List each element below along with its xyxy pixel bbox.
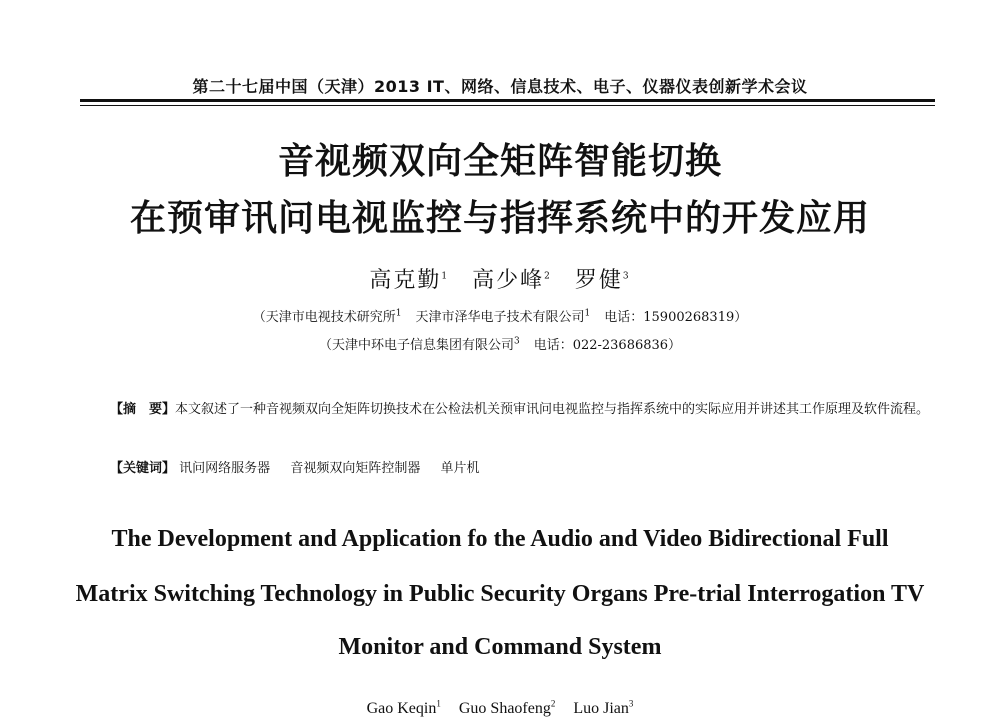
author-name: 高克勤 bbox=[369, 268, 442, 293]
keywords-label: 【关键词】 bbox=[110, 461, 176, 476]
keyword-item: 单片机 bbox=[440, 461, 480, 476]
english-author-name: Gao Keqin bbox=[366, 700, 437, 717]
paper-title-line2: 在预审讯问电视监控与指挥系统中的开发应用 bbox=[129, 198, 870, 239]
english-author-sup: 3 bbox=[628, 698, 634, 709]
keywords bbox=[110, 457, 495, 476]
header-rule-thin bbox=[80, 105, 935, 106]
conference-header: 第二十七届中国（天津）2013 IT、网络、信息技术、电子、仪器仪表创新学术会议 bbox=[192, 77, 808, 96]
affiliation-line-2 bbox=[0, 334, 1000, 353]
english-author-sup: 1 bbox=[436, 698, 441, 709]
author-sup: 1 bbox=[441, 271, 450, 282]
affiliation-phone: 电话：022-23686836） bbox=[533, 338, 682, 353]
english-title-line1: The Development and Application fo the Audio and Video Bidirectional Full bbox=[111, 526, 889, 552]
author-sup: 3 bbox=[622, 271, 631, 282]
affiliation-sup: 3 bbox=[513, 336, 520, 347]
english-title-line3: Monitor and Command System bbox=[338, 634, 662, 660]
abstract bbox=[80, 397, 950, 423]
affiliation-org: 天津市泽华电子技术有限公司 bbox=[415, 310, 585, 325]
affiliation-open-paren: （ bbox=[252, 310, 266, 325]
author-name: 高少峰 bbox=[472, 268, 545, 293]
header-rule-thick bbox=[80, 99, 935, 102]
english-title-line2: Matrix Switching Technology in Public Security Organs Pre-trial Interrogation TV bbox=[75, 581, 925, 607]
affiliation-sup: 1 bbox=[395, 308, 402, 319]
author-sup: 2 bbox=[544, 271, 552, 282]
english-author-name: Guo Shaofeng bbox=[458, 700, 551, 717]
english-author-name: Luo Jian bbox=[573, 700, 629, 717]
affiliation-org: （天津中环电子信息集团有限公司 bbox=[318, 338, 514, 353]
affiliation-line-1 bbox=[0, 306, 1000, 325]
affiliation-sup: 1 bbox=[584, 308, 591, 319]
keyword-item: 讯问网络服务器 bbox=[179, 461, 271, 476]
author-name: 罗健 bbox=[574, 268, 623, 293]
keyword-item: 音视频双向矩阵控制器 bbox=[290, 461, 421, 476]
author-list bbox=[0, 263, 1000, 294]
abstract-label: 【摘 要】 bbox=[110, 402, 176, 417]
english-author-list bbox=[0, 700, 1000, 718]
paper-title-line1: 音视频双向全矩阵智能切换 bbox=[277, 141, 722, 182]
english-author-sup: 2 bbox=[550, 698, 556, 709]
abstract-text: 本文叙述了一种音视频双向全矩阵切换技术在公检法机关预审讯问电视监控与指挥系统中的实际应用并讲述其工作原理及软件流程。 bbox=[175, 402, 930, 417]
affiliation-org: 天津市电视技术研究所 bbox=[265, 310, 396, 325]
affiliation-phone: 电话：15900268319） bbox=[604, 310, 748, 325]
